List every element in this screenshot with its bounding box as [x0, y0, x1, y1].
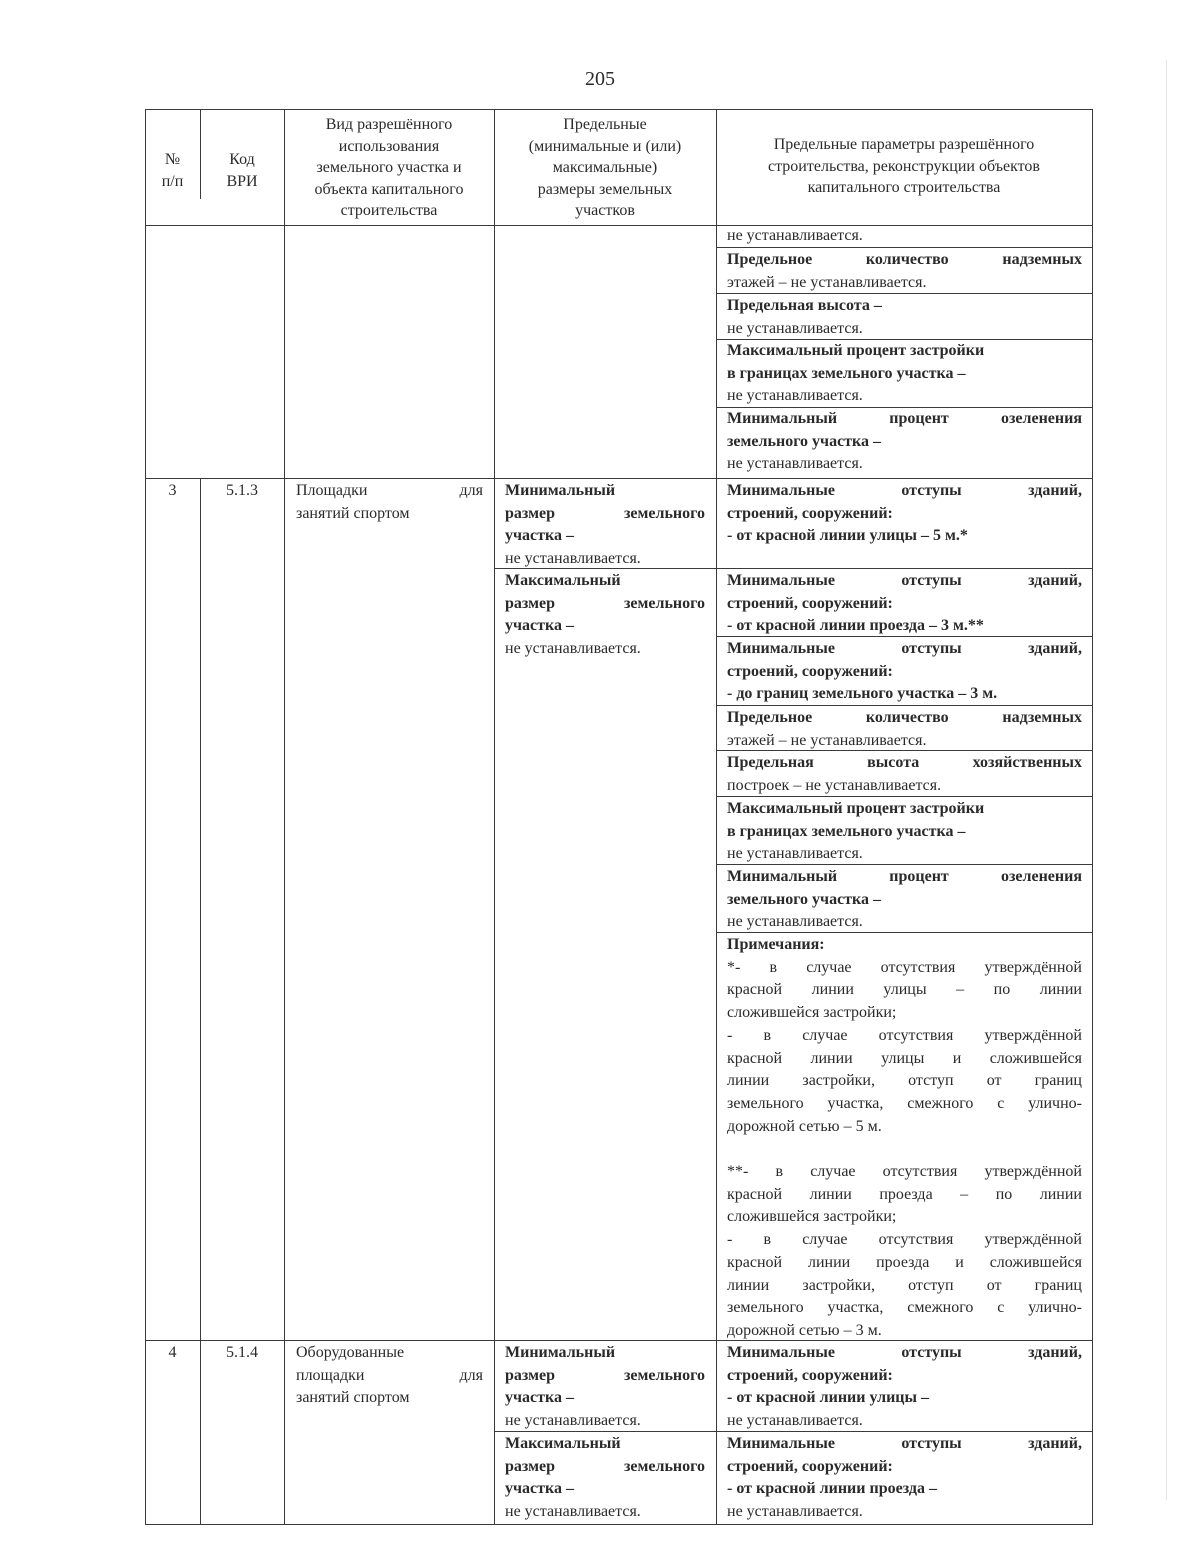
row4-param-2: Минимальные отступы зданий, строений, сооружений: - от красной линии проезда – не устанавливается. [727, 1435, 1082, 1521]
note-line: - в случае отсутствия утверждённой [727, 1026, 1082, 1044]
note-line: красной линии проезда – по линии [727, 1185, 1082, 1203]
note-line: линии застройки, отступ от границ [727, 1072, 1082, 1090]
note-line: красной линии улицы и сложившейся [727, 1049, 1082, 1067]
cont-param-2: Предельное количество надземных этажей – не устанавливается. [727, 251, 1082, 291]
note-line: земельного участка, смежного с улично- [727, 1299, 1082, 1317]
cont-param-5: Минимальный процент озеленения земельного участка – не устанавливается. [727, 410, 1082, 473]
header-sizes: Предельные (минимальные и (или) максимальные) размеры земельных участков [528, 116, 682, 219]
note-line: сложившейся застройки; [727, 1004, 897, 1022]
note-line: красной линии проезда и сложившейся [727, 1253, 1082, 1271]
row3-code: 5.1.3 [226, 482, 258, 499]
note-line [727, 1138, 1082, 1161]
note-line: красной линии улицы – по линии [727, 981, 1082, 999]
note-line: **- в случае отсутствия утверждённой [727, 1163, 1082, 1181]
row4-code: 5.1.4 [226, 1344, 258, 1361]
notes-title: Примечания: [727, 936, 825, 953]
header-num: № п/п [161, 151, 184, 190]
note-line: дорожной сетью – 3 м. [727, 1321, 882, 1339]
row3-param-2: Минимальные отступы зданий, строений, сооружений: - от красной линии проезда – 3 м.** [727, 572, 1082, 635]
row3-min-size: Минимальный размер земельного участка – не устанавливается. [505, 482, 705, 568]
row4-type: Оборудованные площадки для занятий спортом [296, 1344, 483, 1407]
row3-param-3: Минимальные отступы зданий, строений, сооружений: - до границ земельного участка – 3 м. [727, 640, 1082, 703]
row3-num: 3 [168, 482, 177, 499]
note-line: линии застройки, отступ от границ [727, 1276, 1082, 1294]
row3-param-7: Минимальный процент озеленения земельного участка – не устанавливается. [727, 868, 1082, 931]
header-params: Предельные параметры разрешённого строительства, реконструкции объектов капитального строительства [768, 136, 1040, 196]
page-number: 205 [585, 68, 615, 90]
row3-param-5: Предельная высота хозяйственных построек – не устанавливается. [727, 754, 1082, 794]
note-line: сложившейся застройки; [727, 1208, 897, 1226]
row3-param-6: Максимальный процент застройки в границах земельного участка – не устанавливается. [727, 800, 985, 863]
note-line: - в случае отсутствия утверждённой [727, 1231, 1082, 1249]
row3-notes [727, 934, 1082, 1343]
row4-num: 4 [168, 1344, 177, 1361]
row4-max-size: Максимальный размер земельного участка – не устанавливается. [505, 1435, 705, 1521]
row3-param-1: Минимальные отступы зданий, строений, сооружений: - от красной линии улицы – 5 м.* [727, 482, 1082, 545]
note-line: земельного участка, смежного с улично- [727, 1094, 1082, 1112]
cont-param-4: Максимальный процент застройки в границах земельного участка – не устанавливается. [727, 342, 985, 405]
scan-edge-mark [1166, 60, 1167, 1500]
note-line: *- в случае отсутствия утверждённой [727, 958, 1082, 976]
row3-param-4: Предельное количество надземных этажей – не устанавливается. [727, 709, 1082, 749]
row4-param-1: Минимальные отступы зданий, строений, сооружений: - от красной линии улицы – не устанавливается. [727, 1344, 1082, 1430]
row3-type: Площадки для занятий спортом [296, 482, 483, 522]
cont-param-3: Предельная высота – не устанавливается. [727, 297, 882, 337]
row3-max-size: Максимальный размер земельного участка – не устанавливается. [505, 572, 705, 658]
cont-param-1: не устанавливается. [727, 227, 863, 244]
note-line: дорожной сетью – 5 м. [727, 1117, 882, 1135]
header-type: Вид разрешённого использования земельного участка и объекта капитального строительства [314, 116, 464, 219]
header-code: Код ВРИ [226, 151, 258, 190]
row4-min-size: Минимальный размер земельного участка – не устанавливается. [505, 1344, 705, 1430]
